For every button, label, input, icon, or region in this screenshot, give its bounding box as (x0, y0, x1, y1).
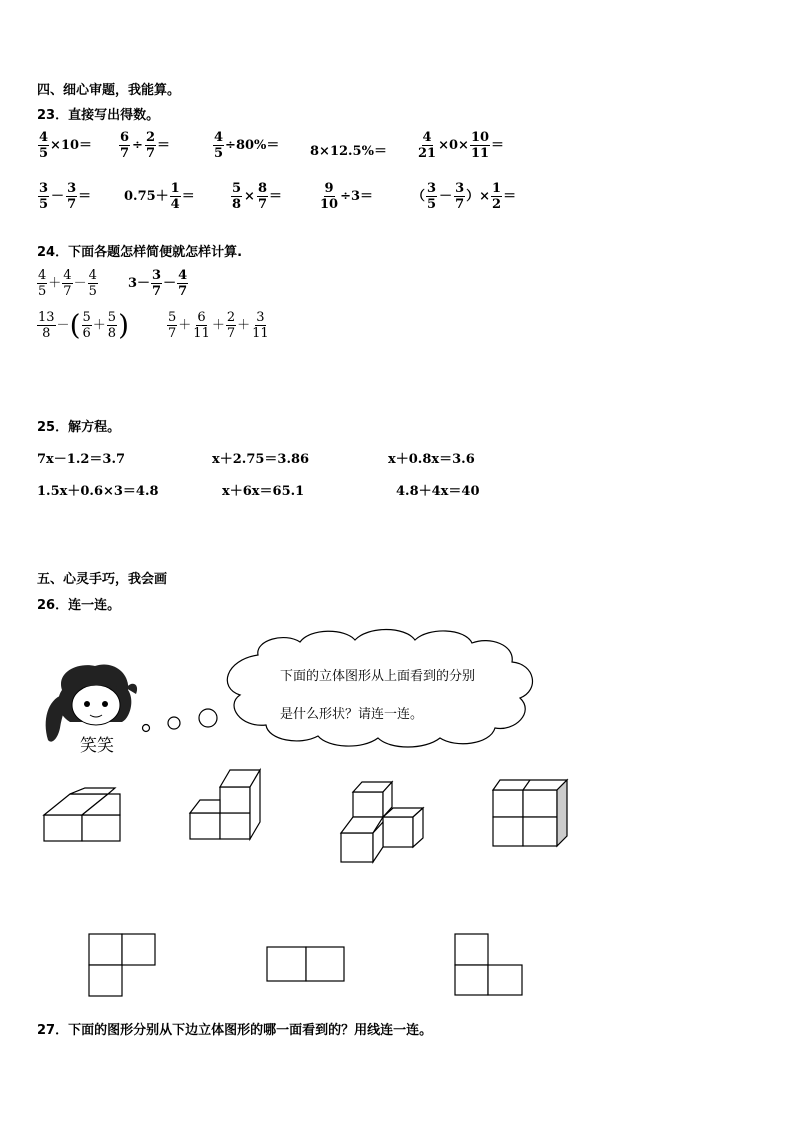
q23-expr-7: 0.75＋ $\frac{1}{4}$ ＝ (124, 181, 195, 212)
bubble-dot-small (143, 725, 150, 732)
q24-expr-4: $\frac{5}{7}$ ＋ $\frac{6}{11}$ ＋ $\frac{2}{7}$ ＋ $\frac{3}{11}$ (168, 310, 269, 341)
q25-title: 25．解方程。 (37, 420, 121, 435)
q23-expr-5: $\frac{4}{21}$ ×0× $\frac{10}{11}$ ＝ (418, 130, 505, 161)
q25-eq-4: 1.5x＋0.6×3＝4.8 (37, 484, 159, 499)
q25-eq-6: 4.8＋4x＝40 (396, 484, 480, 499)
thought-bubble (227, 630, 532, 748)
section-five-heading: 五、心灵手巧，我会画 (37, 572, 168, 587)
q23-expr-9: $\frac{9}{10}$ ÷3＝ (320, 181, 374, 212)
q24-title: 24．下面各题怎样简便就怎样计算. (37, 245, 243, 260)
bubble-text-line-2: 是什么形状？请连一连。 (280, 707, 424, 722)
q23-expr-10: （ $\frac{3}{5}$ － $\frac{3}{7}$ ）× $\frac{1}{2}$ ＝ (412, 181, 517, 212)
q25-eq-1: 7x－1.2＝3.7 (37, 452, 126, 467)
q25-eq-2: x＋2.75＝3.86 (212, 452, 310, 467)
character-name: 笑笑 (80, 736, 114, 756)
q24-expr-1: $\frac{4}{5}$ ＋ $\frac{4}{7}$ － $\frac{4}{5}$ (38, 268, 97, 299)
bubble-text-line-1: 下面的立体图形从上面看到的分别 (280, 669, 476, 684)
bubble-dot-large (199, 709, 217, 727)
q23-expr-8: $\frac{5}{8}$ × $\frac{8}{7}$ ＝ (232, 181, 283, 212)
q25-eq-3: x＋0.8x＝3.6 (388, 452, 475, 467)
solid-figure-2 (190, 770, 260, 839)
q27-title: 27．下面的图形分别从下边立体图形的哪一面看到的？用线连一连。 (37, 1023, 433, 1038)
q23-expr-1: $\frac{4}{5}$ ×10＝ (39, 130, 93, 161)
q24-expr-3: $\frac{13}{8}$ －( $\frac{5}{6}$ ＋ $\frac{5}{8}$ ) (38, 308, 130, 342)
q25-eq-5: x＋6x＝65.1 (222, 484, 305, 499)
solid-figure-4 (493, 780, 567, 846)
solid-figure-3 (341, 782, 423, 862)
q24-expr-2: 3－ $\frac{3}{7}$ － $\frac{4}{7}$ (128, 268, 188, 299)
q23-expr-4: 8×12.5%＝ (310, 144, 387, 159)
q26-title: 26．连一连。 (37, 598, 121, 613)
view-shape-3 (455, 934, 522, 995)
bubble-dot-medium (168, 717, 180, 729)
solid-figure-1 (44, 788, 120, 841)
q23-expr-6: $\frac{3}{5}$ － $\frac{3}{7}$ ＝ (39, 181, 92, 212)
q23-title: 23．直接写出得数。 (37, 108, 160, 123)
q23-expr-3: $\frac{4}{5}$ ÷80%＝ (214, 130, 280, 161)
view-shape-1 (89, 934, 155, 996)
view-shape-2 (267, 947, 344, 981)
section-four-heading: 四、细心审题，我能算。 (37, 83, 181, 98)
q23-expr-2: $\frac{6}{7}$ ÷ $\frac{2}{7}$ ＝ (120, 130, 171, 161)
